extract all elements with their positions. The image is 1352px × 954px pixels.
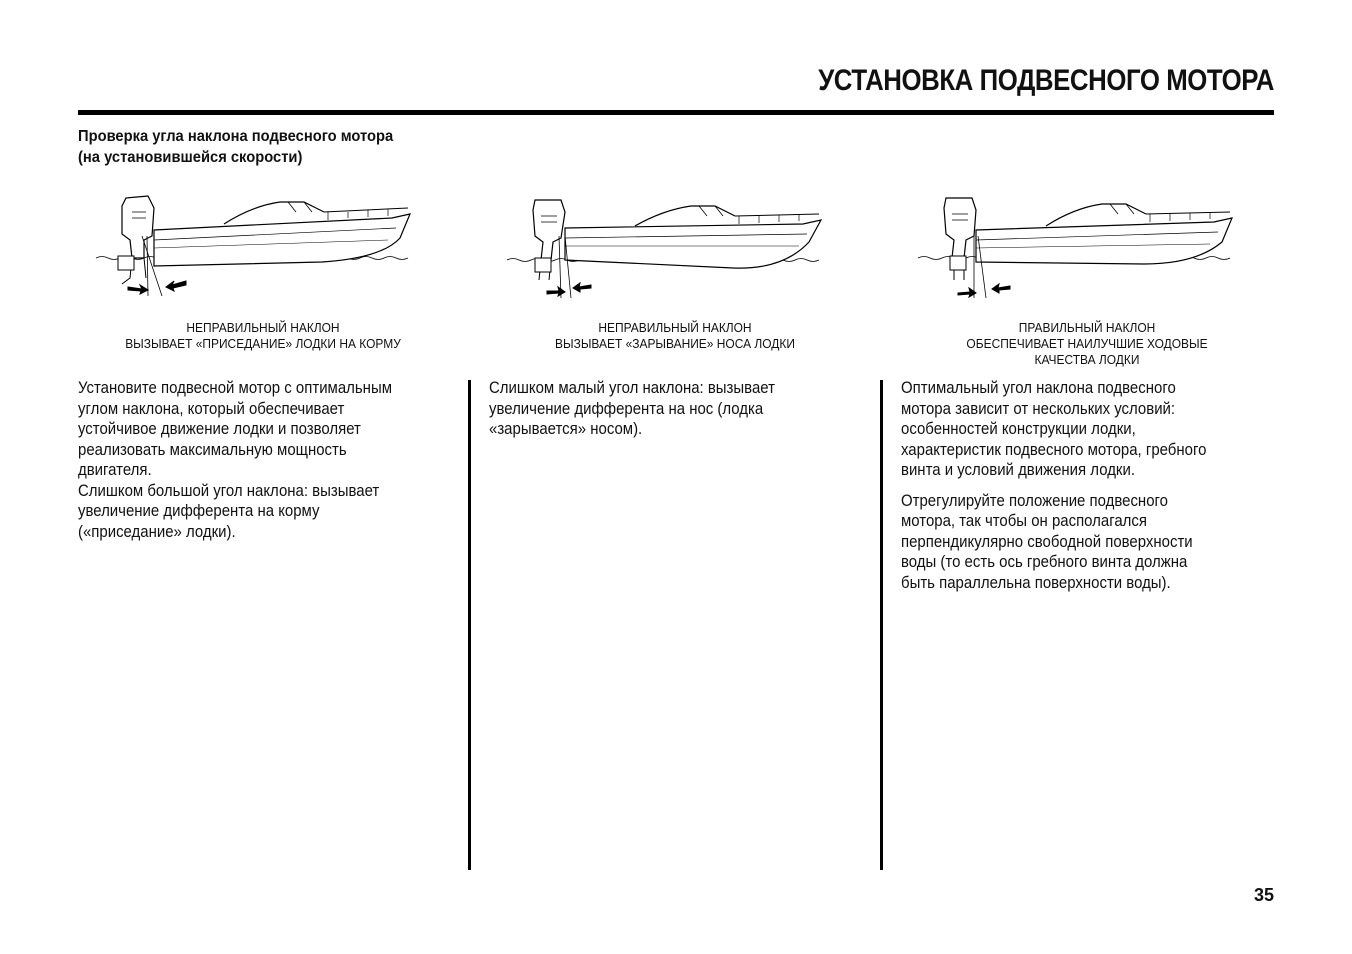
text-line: перпендикулярно свободной поверхности: [901, 531, 1193, 551]
title-rule: [78, 110, 1274, 115]
thrust-arrow-left: [992, 284, 1010, 293]
thrust-arrow-right: [128, 285, 148, 294]
column-divider: [468, 380, 471, 870]
text-line: быть параллельна поверхности воды).: [901, 572, 1171, 592]
text-line: Установите подвесной мотор с оптимальным: [78, 378, 392, 397]
text-line: особенностей конструкции лодки,: [901, 419, 1136, 438]
text-line: мотора, так чтобы он располагался: [901, 511, 1147, 530]
paragraph: [489, 378, 841, 440]
thrust-arrow-right: [547, 287, 565, 296]
boat-figure-squat: [92, 188, 422, 306]
text-line: увеличение дифферента на корму: [78, 501, 320, 520]
text-line: Отрегулируйте положение подвесного: [901, 490, 1168, 510]
caption-line: КАЧЕСТВА ЛОДКИ: [1034, 352, 1140, 367]
text-line: характеристик подвесного мотора, гребного: [901, 439, 1207, 459]
outboard-motor: [533, 200, 565, 260]
boat-squat-illustration: [92, 188, 422, 306]
section-heading-line: (на установившейся скорости): [78, 149, 303, 166]
text-line: устойчивое движение лодки и позволяет: [78, 419, 361, 438]
figure-caption: [912, 320, 1262, 368]
text-line: винта и условий движения лодки.: [901, 460, 1135, 479]
text-line: мотора зависит от нескольких условий:: [901, 398, 1176, 418]
section-heading-line: Проверка угла наклона подвесного мотора: [78, 128, 394, 145]
thrust-arrow-left: [166, 281, 186, 291]
boat-correct-illustration: [914, 188, 1244, 306]
paragraph: [78, 481, 430, 543]
caption-line: НЕПРАВИЛЬНЫЙ НАКЛОН: [598, 320, 752, 335]
figure-caption: [500, 320, 850, 352]
text-line: «зарывается» носом).: [489, 419, 643, 438]
text-line: Слишком большой угол наклона: вызывает: [78, 480, 380, 500]
caption-line: НЕПРАВИЛЬНЫЙ НАКЛОН: [186, 320, 340, 335]
windshield: [224, 202, 324, 224]
hull: [976, 218, 1232, 264]
body-column-3: [901, 378, 1253, 593]
hull: [565, 220, 821, 268]
thrust-arrow-right: [958, 288, 976, 297]
text-line: реализовать максимальную мощность: [78, 439, 347, 459]
text-line: углом наклона, который обеспечивает: [78, 398, 345, 418]
caption-line: ОБЕСПЕЧИВАЕТ НАИЛУЧШИЕ ХОДОВЫЕ: [966, 336, 1208, 351]
boat-figure-bow-down: [503, 188, 833, 306]
outboard-motor: [122, 196, 154, 258]
column-divider: [880, 380, 883, 870]
thrust-arrow-left: [573, 283, 591, 292]
outboard-motor: [944, 198, 976, 258]
text-line: двигателя.: [78, 460, 152, 479]
body-column-1: [78, 378, 430, 542]
windshield: [635, 206, 735, 226]
paragraph: [78, 378, 430, 481]
text-line: воды (то есть ось гребного винта должна: [901, 552, 1188, 571]
figure-caption: [88, 320, 438, 352]
page-number: 35: [1253, 885, 1274, 905]
paragraph: [901, 491, 1253, 594]
boat-bow-down-illustration: [503, 188, 833, 306]
text-line: Слишком малый угол наклона: вызывает: [489, 378, 775, 397]
text-line: увеличение дифферента на нос (лодка: [489, 398, 764, 418]
page-title: УСТАНОВКА ПОДВЕСНОГО МОТОРА: [818, 64, 1274, 97]
text-line: («приседание» лодки).: [78, 521, 236, 541]
text-line: Оптимальный угол наклона подвесного: [901, 378, 1176, 397]
caption-line: ВЫЗЫВАЕТ «ПРИСЕДАНИЕ» ЛОДКИ НА КОРМУ: [125, 336, 401, 351]
body-column-2: [489, 378, 841, 440]
caption-line: ПРАВИЛЬНЫЙ НАКЛОН: [1018, 320, 1156, 335]
boat-figure-correct: [914, 188, 1244, 306]
section-heading: [78, 126, 464, 168]
paragraph: [901, 378, 1253, 481]
caption-line: ВЫЗЫВАЕТ «ЗАРЫВАНИЕ» НОСА ЛОДКИ: [555, 336, 795, 351]
windshield: [1046, 204, 1146, 226]
